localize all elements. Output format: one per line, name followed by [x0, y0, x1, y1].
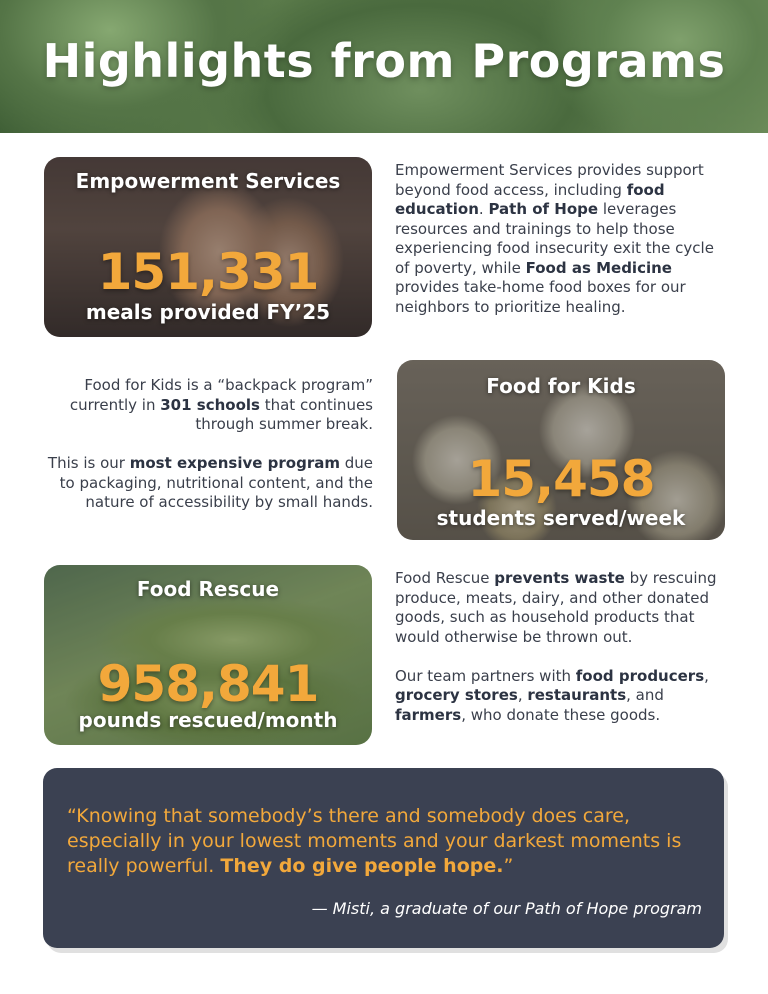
empowerment-card-subtitle: meals provided FY’25	[85, 300, 331, 324]
header-banner	[0, 0, 768, 133]
empowerment-card-title: Empowerment Services	[75, 169, 341, 193]
rescue-card-title: Food Rescue	[136, 577, 280, 601]
empowerment-card-stat: 151,331	[97, 243, 319, 301]
food-rescue-card	[44, 565, 372, 745]
kids-card-stat: 15,458	[467, 450, 655, 508]
quote-text: “Knowing that somebody’s there and somebody does care, especially in your lowest moments and your darkest moments is really powerful. They do give people hope.”	[67, 805, 682, 877]
rescue-card-stat: 958,841	[97, 655, 319, 713]
food-rescue-description	[395, 569, 730, 725]
rescue-paragraph-1: Food Rescue prevents waste by rescuing produce, meats, dairy, and other donated goods, such as household products that would otherwise be thrown out.	[395, 569, 717, 646]
rescue-card-subtitle: pounds rescued/month	[78, 708, 338, 732]
testimonial-quote-box	[43, 768, 724, 948]
food-for-kids-card	[397, 360, 725, 540]
food-for-kids-description	[40, 376, 373, 513]
kids-card-title: Food for Kids	[486, 374, 636, 398]
quote-attribution: — Misti, a graduate of our Path of Hope program	[311, 899, 702, 918]
empowerment-description: Empowerment Services provides support beyond food access, including food education. Path of Hope leverages resources and trainings to help those experiencing food insecurity exit the cycle of poverty, while Food as Medicine provides take-home food boxes for our neighbors to prioritize healing.	[395, 161, 714, 316]
kids-paragraph-1: Food for Kids is a “backpack program” currently in 301 schools that continues through summer break.	[69, 376, 373, 433]
page-title: Highlights from Programs	[42, 34, 726, 88]
kids-paragraph-2: This is our most expensive program due to packaging, nutritional content, and the nature of accessibility by small hands.	[47, 454, 373, 511]
rescue-paragraph-2: Our team partners with food producers, grocery stores, restaurants, and farmers, who donate these goods.	[395, 666, 709, 724]
empowerment-services-card	[44, 157, 372, 337]
kids-card-subtitle: students served/week	[436, 506, 686, 530]
